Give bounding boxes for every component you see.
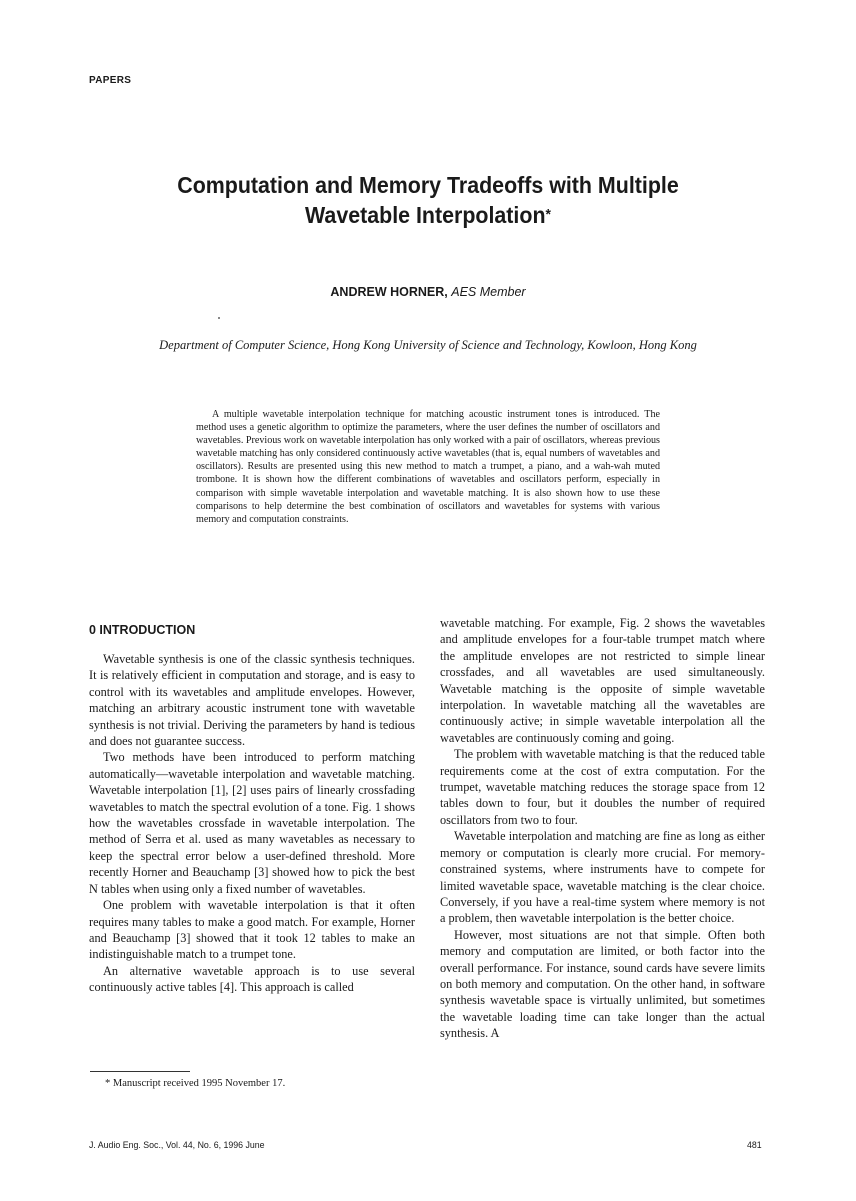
title-line-2 — [86, 200, 770, 230]
journal-citation: J. Audio Eng. Soc., Vol. 44, No. 6, 1996 June — [89, 1140, 265, 1150]
body-paragraph: Wavetable synthesis is one of the classic synthesis techniques. It is relatively efficient in computation and storage, and is easy to control with its wavetables and amplitude envelopes. However, matching an arbitrary acoustic instrument tone with wavetable synthesis is not trivial. Deriving the parameters by hand is tedious and does not guarantee success. — [89, 652, 415, 749]
body-paragraph: One problem with wavetable interpolation is that it often requires many tables to make a good match. For example, Horner and Beauchamp [3] showed that it took 12 tables to make an indistinguishable match to a trumpet tone. — [89, 898, 415, 962]
footnote: * Manuscript received 1995 November 17. — [105, 1078, 286, 1089]
body-paragraph: An alternative wavetable approach is to use several continuously active tables [4]. This approach is called — [89, 963, 415, 995]
body-paragraph: Wavetable interpolation and matching are fine as long as either memory or computation is clearly more crucial. For memory-constrained systems, where instruments have to compete for limited wavetable space, wavetable matching is the clear choice. Conversely, if you have a real-time system where memory is not a problem, then wavetable interpolation is the better choice. — [440, 829, 765, 926]
running-header: PAPERS — [89, 75, 132, 86]
left-column — [89, 651, 415, 996]
title-line-2-text: Wavetable Interpolation — [305, 202, 546, 228]
scan-speck — [218, 317, 220, 319]
footnote-divider — [90, 1071, 190, 1072]
paper-title — [60, 170, 796, 230]
section-heading: 0 INTRODUCTION — [89, 623, 196, 637]
title-footnote-marker: * — [545, 206, 551, 223]
body-paragraph: However, most situations are not that simple. Often both memory and computation are limited, or both factor into the overall performance. For instance, sound cards have severe limits on both memory and computation. On the other hand, in software synthesis wavetable space is virtually unlimited, but sometimes the wavetable loading time can take longer than the actual synthesis. A — [440, 927, 765, 1041]
author-line — [0, 285, 856, 299]
author-affiliation: Department of Computer Science, Hong Kong University of Science and Technology, Kowloon, Hong Kong — [159, 338, 697, 352]
right-column — [440, 615, 765, 1042]
body-paragraph: Two methods have been introduced to perform matching automatically—wavetable interpolation and wavetable matching. Wavetable interpolation [1], [2] uses pairs of linearly crossfading wavetables to match the spectral evolution of a tone. Fig. 1 shows how the wavetables crossfade in wavetable interpolation. The method of Serra et al. used as many wavetables as necessary to keep the spectral error below a user-defined threshold. More recently Horner and Beauchamp [3] showed how to pick the best N tables when using only a fixed number of wavetables. — [89, 750, 415, 896]
author-name: ANDREW HORNER, — [330, 285, 448, 299]
abstract: A multiple wavetable interpolation technique for matching acoustic instrument tones is introduced. The method uses a genetic algorithm to optimize the parameters, where the user defines the number of oscillators and wavetables. Previous work on wavetable interpolation has only worked with a pair of oscillators, whereas previous wavetable matching has only considered continuously active wavetables (that is, equal numbers of wavetables and oscillators). Results are presented using this new method to match a trumpet, a piano, and a wah-wah muted trombone. It is shown how the different combinations of wavetables and oscillators perform, especially in comparison with simple wavetable interpolation and wavetable matching. It is also shown how to use these comparisons to help determine the best combination of oscillators and wavetables for systems with various memory and computation constraints. — [196, 409, 660, 525]
body-paragraph: wavetable matching. For example, Fig. 2 shows the wavetables and amplitude envelopes for a four-table trumpet match where the amplitude envelopes are not restricted to simple linear crossfades, and all wavetables are used simultaneously. Wavetable matching is the opposite of simple wavetable interpolation. In wavetable matching all the wavetables are continuously active; in simple wavetable interpolation all the wavetables are continuously coming and going. — [440, 616, 765, 745]
body-paragraph: The problem with wavetable matching is that the reduced table requirements come at the cost of extra computation. For the trumpet, wavetable matching reduces the storage space from 12 tables down to four, but it doubles the number of required oscillators from two to four. — [440, 747, 765, 827]
author-membership: AES Member — [451, 285, 526, 299]
title-line-1: Computation and Memory Tradeoffs with Multiple — [177, 172, 679, 198]
page-number: 481 — [747, 1140, 762, 1150]
